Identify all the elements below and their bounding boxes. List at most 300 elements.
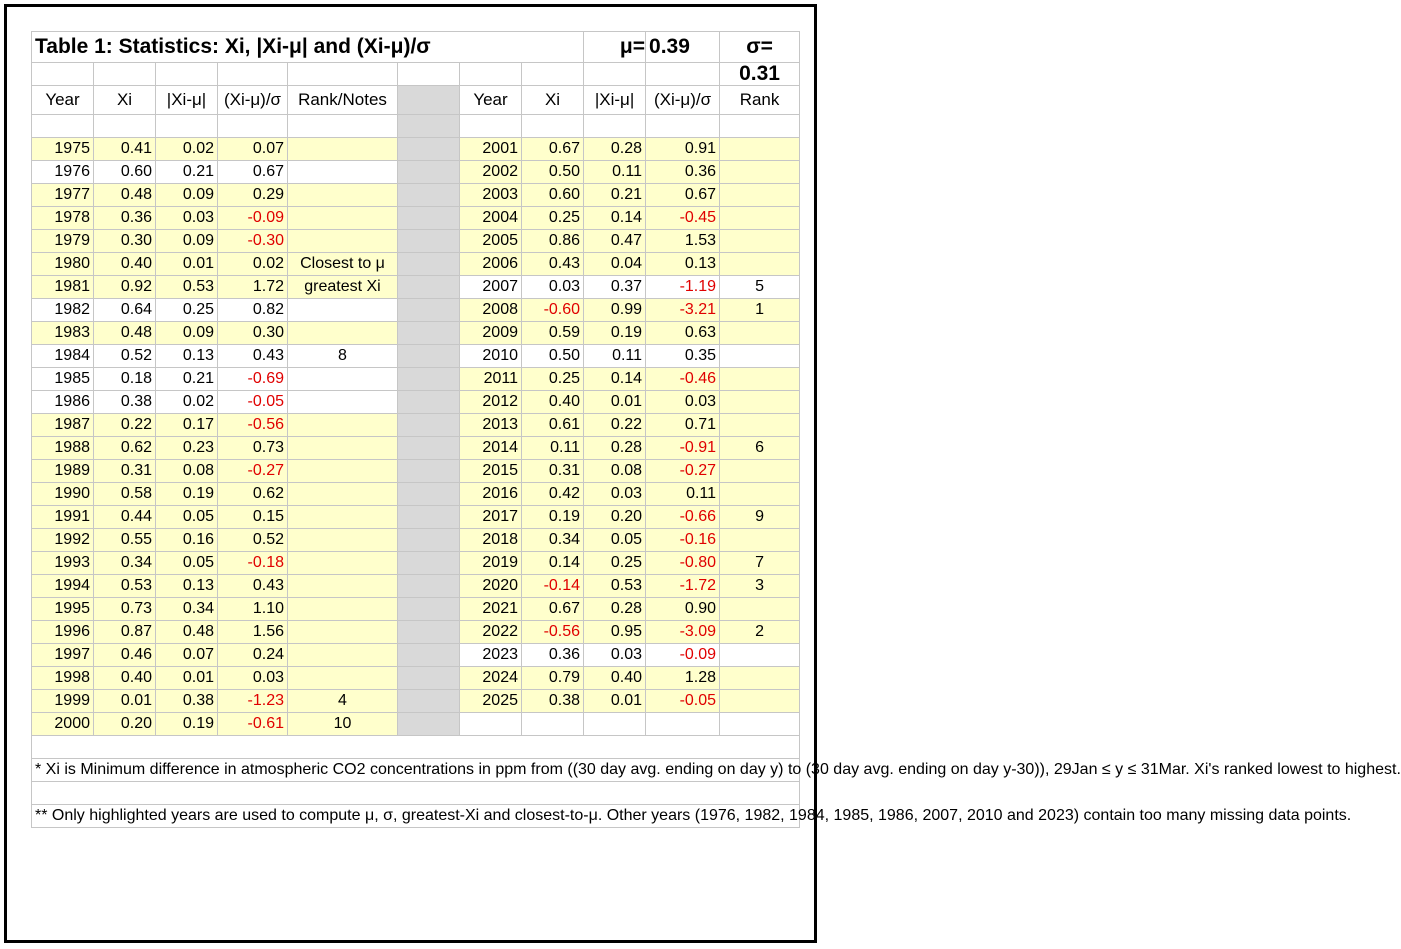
left-absdev-cell: 0.01: [156, 667, 218, 690]
left-xi-cell: 0.40: [94, 667, 156, 690]
right-absdev-cell: [584, 713, 646, 736]
right-rank-cell: 5: [720, 276, 800, 299]
right-year-cell: 2009: [460, 322, 522, 345]
left-xi-cell: 0.48: [94, 322, 156, 345]
left-rank-notes-cell: [288, 598, 398, 621]
left-year-cell: 1986: [32, 391, 94, 414]
right-year-cell: 2021: [460, 598, 522, 621]
header-rank-right: Rank: [720, 86, 800, 115]
left-zscore-cell: 1.10: [218, 598, 288, 621]
right-rank-cell: 7: [720, 552, 800, 575]
left-rank-notes-cell: greatest Xi: [288, 276, 398, 299]
table-row: [32, 161, 800, 184]
right-absdev-cell: 0.04: [584, 253, 646, 276]
right-zscore-cell: -0.91: [646, 437, 720, 460]
right-xi-cell: 0.31: [522, 460, 584, 483]
separator-cell: [398, 207, 460, 230]
left-xi-cell: 0.38: [94, 391, 156, 414]
table-row: [32, 368, 800, 391]
left-zscore-cell: 0.03: [218, 667, 288, 690]
right-absdev-cell: 0.21: [584, 184, 646, 207]
left-xi-cell: 0.55: [94, 529, 156, 552]
right-year-cell: 2025: [460, 690, 522, 713]
right-zscore-cell: 0.11: [646, 483, 720, 506]
table-row: [32, 506, 800, 529]
right-zscore-cell: 0.71: [646, 414, 720, 437]
left-year-cell: 2000: [32, 713, 94, 736]
left-absdev-cell: 0.09: [156, 184, 218, 207]
right-rank-cell: 1: [720, 299, 800, 322]
left-rank-notes-cell: [288, 552, 398, 575]
right-year-cell: 2023: [460, 644, 522, 667]
right-absdev-cell: 0.14: [584, 368, 646, 391]
right-xi-cell: 0.25: [522, 368, 584, 391]
left-zscore-cell: 0.30: [218, 322, 288, 345]
blank-row: [32, 63, 800, 86]
left-year-cell: 1984: [32, 345, 94, 368]
right-year-cell: 2002: [460, 161, 522, 184]
right-rank-cell: [720, 483, 800, 506]
right-zscore-cell: -0.27: [646, 460, 720, 483]
right-zscore-cell: 1.53: [646, 230, 720, 253]
separator-cell: [398, 667, 460, 690]
right-absdev-cell: 0.08: [584, 460, 646, 483]
table-row: [32, 690, 800, 713]
right-rank-cell: [720, 414, 800, 437]
right-absdev-cell: 0.28: [584, 437, 646, 460]
right-rank-cell: [720, 207, 800, 230]
right-absdev-cell: 0.95: [584, 621, 646, 644]
left-year-cell: 1989: [32, 460, 94, 483]
table-row: [32, 552, 800, 575]
right-year-cell: 2012: [460, 391, 522, 414]
left-absdev-cell: 0.08: [156, 460, 218, 483]
right-year-cell: 2006: [460, 253, 522, 276]
page-frame: [4, 4, 1401, 943]
left-year-cell: 1982: [32, 299, 94, 322]
left-xi-cell: 0.46: [94, 644, 156, 667]
separator-cell: [398, 506, 460, 529]
separator-cell: [398, 184, 460, 207]
left-year-cell: 1999: [32, 690, 94, 713]
left-year-cell: 1983: [32, 322, 94, 345]
right-absdev-cell: 0.20: [584, 506, 646, 529]
separator-cell: [398, 230, 460, 253]
left-zscore-cell: 0.43: [218, 575, 288, 598]
left-rank-notes-cell: [288, 644, 398, 667]
left-absdev-cell: 0.34: [156, 598, 218, 621]
table-row: [32, 529, 800, 552]
left-zscore-cell: -0.18: [218, 552, 288, 575]
left-absdev-cell: 0.09: [156, 230, 218, 253]
right-rank-cell: [720, 667, 800, 690]
separator-cell: [398, 368, 460, 391]
right-xi-cell: 0.03: [522, 276, 584, 299]
header-rank-notes: Rank/Notes: [288, 86, 398, 115]
left-zscore-cell: 0.29: [218, 184, 288, 207]
left-year-cell: 1987: [32, 414, 94, 437]
left-absdev-cell: 0.05: [156, 506, 218, 529]
left-rank-notes-cell: [288, 391, 398, 414]
right-year-cell: 2011: [460, 368, 522, 391]
sigma-cell: [720, 32, 800, 63]
left-xi-cell: 0.62: [94, 437, 156, 460]
left-xi-cell: 0.58: [94, 483, 156, 506]
right-rank-cell: [720, 345, 800, 368]
left-rank-notes-cell: 8: [288, 345, 398, 368]
right-absdev-cell: 0.40: [584, 667, 646, 690]
left-absdev-cell: 0.03: [156, 207, 218, 230]
left-xi-cell: 0.44: [94, 506, 156, 529]
left-zscore-cell: 0.02: [218, 253, 288, 276]
left-xi-cell: 0.40: [94, 253, 156, 276]
blank-row: [32, 782, 800, 805]
right-rank-cell: 6: [720, 437, 800, 460]
separator-cell: [398, 161, 460, 184]
table-title: Table 1: Statistics: Xi, |Xi-μ| and (Xi-μ)/σ: [32, 32, 584, 63]
sigma-label: σ=: [746, 35, 773, 58]
left-zscore-cell: 1.72: [218, 276, 288, 299]
right-absdev-cell: 0.37: [584, 276, 646, 299]
separator-cell: [398, 276, 460, 299]
left-absdev-cell: 0.13: [156, 345, 218, 368]
left-rank-notes-cell: [288, 207, 398, 230]
spreadsheet: [31, 31, 1401, 828]
right-zscore-cell: -0.05: [646, 690, 720, 713]
right-year-cell: 2020: [460, 575, 522, 598]
right-year-cell: 2018: [460, 529, 522, 552]
right-absdev-cell: 0.03: [584, 483, 646, 506]
separator-cell: [398, 483, 460, 506]
separator-cell: [398, 621, 460, 644]
blank-row: [32, 736, 800, 759]
right-absdev-cell: 0.25: [584, 552, 646, 575]
table-row: [32, 483, 800, 506]
table-row: [32, 138, 800, 161]
table-row: [32, 575, 800, 598]
left-absdev-cell: 0.25: [156, 299, 218, 322]
left-year-cell: 1975: [32, 138, 94, 161]
left-year-cell: 1990: [32, 483, 94, 506]
right-absdev-cell: 0.11: [584, 161, 646, 184]
header-year-right: Year: [460, 86, 522, 115]
right-rank-cell: [720, 161, 800, 184]
right-rank-cell: [720, 690, 800, 713]
left-zscore-cell: 0.67: [218, 161, 288, 184]
left-xi-cell: 0.22: [94, 414, 156, 437]
header-zscore-left: (Xi-μ)/σ: [218, 86, 288, 115]
table-row: [32, 299, 800, 322]
right-zscore-cell: -0.80: [646, 552, 720, 575]
right-rank-cell: [720, 529, 800, 552]
left-year-cell: 1995: [32, 598, 94, 621]
table-row: [32, 391, 800, 414]
right-year-cell: 2005: [460, 230, 522, 253]
sigma-value: 0.31: [720, 63, 800, 86]
separator-cell: [398, 322, 460, 345]
right-xi-cell: -0.56: [522, 621, 584, 644]
right-rank-cell: 3: [720, 575, 800, 598]
separator-cell: [398, 598, 460, 621]
separator-cell: [398, 345, 460, 368]
left-year-cell: 1997: [32, 644, 94, 667]
right-rank-cell: [720, 138, 800, 161]
right-rank-cell: [720, 322, 800, 345]
left-rank-notes-cell: [288, 138, 398, 161]
left-rank-notes-cell: [288, 529, 398, 552]
right-year-cell: 2022: [460, 621, 522, 644]
left-absdev-cell: 0.48: [156, 621, 218, 644]
right-zscore-cell: 0.67: [646, 184, 720, 207]
left-zscore-cell: -0.56: [218, 414, 288, 437]
right-rank-cell: 2: [720, 621, 800, 644]
right-zscore-cell: -0.16: [646, 529, 720, 552]
left-year-cell: 1998: [32, 667, 94, 690]
right-zscore-cell: -0.66: [646, 506, 720, 529]
statistics-table: [31, 31, 1401, 828]
left-xi-cell: 0.20: [94, 713, 156, 736]
table-row: [32, 414, 800, 437]
right-xi-cell: 0.38: [522, 690, 584, 713]
left-year-cell: 1992: [32, 529, 94, 552]
separator-cell: [398, 253, 460, 276]
right-year-cell: [460, 713, 522, 736]
left-rank-notes-cell: [288, 414, 398, 437]
header-xi-right: Xi: [522, 86, 584, 115]
right-rank-cell: [720, 460, 800, 483]
right-year-cell: 2015: [460, 460, 522, 483]
header-xi-left: Xi: [94, 86, 156, 115]
right-year-cell: 2016: [460, 483, 522, 506]
left-zscore-cell: -1.23: [218, 690, 288, 713]
left-rank-notes-cell: [288, 161, 398, 184]
right-rank-cell: [720, 368, 800, 391]
right-xi-cell: [522, 713, 584, 736]
right-absdev-cell: 0.05: [584, 529, 646, 552]
right-xi-cell: 0.50: [522, 161, 584, 184]
left-absdev-cell: 0.16: [156, 529, 218, 552]
left-rank-notes-cell: [288, 575, 398, 598]
left-zscore-cell: -0.30: [218, 230, 288, 253]
right-xi-cell: 0.11: [522, 437, 584, 460]
left-zscore-cell: 0.82: [218, 299, 288, 322]
right-absdev-cell: 0.01: [584, 391, 646, 414]
right-year-cell: 2003: [460, 184, 522, 207]
left-year-cell: 1993: [32, 552, 94, 575]
right-rank-cell: [720, 391, 800, 414]
left-absdev-cell: 0.01: [156, 253, 218, 276]
left-rank-notes-cell: [288, 667, 398, 690]
separator-cell: [398, 644, 460, 667]
left-xi-cell: 0.92: [94, 276, 156, 299]
header-row: [32, 86, 800, 115]
left-rank-notes-cell: [288, 299, 398, 322]
left-xi-cell: 0.34: [94, 552, 156, 575]
right-year-cell: 2008: [460, 299, 522, 322]
left-year-cell: 1979: [32, 230, 94, 253]
left-xi-cell: 0.36: [94, 207, 156, 230]
left-zscore-cell: 0.24: [218, 644, 288, 667]
right-rank-cell: [720, 184, 800, 207]
note-row-2: [32, 805, 800, 828]
note-row-1: [32, 759, 800, 782]
left-year-cell: 1976: [32, 161, 94, 184]
left-year-cell: 1981: [32, 276, 94, 299]
right-year-cell: 2001: [460, 138, 522, 161]
left-absdev-cell: 0.19: [156, 713, 218, 736]
left-xi-cell: 0.30: [94, 230, 156, 253]
right-xi-cell: 0.25: [522, 207, 584, 230]
table-row: [32, 667, 800, 690]
left-rank-notes-cell: [288, 368, 398, 391]
left-xi-cell: 0.53: [94, 575, 156, 598]
left-xi-cell: 0.18: [94, 368, 156, 391]
right-xi-cell: 0.42: [522, 483, 584, 506]
separator-cell: [398, 575, 460, 598]
left-absdev-cell: 0.23: [156, 437, 218, 460]
right-xi-cell: 0.14: [522, 552, 584, 575]
left-zscore-cell: 0.73: [218, 437, 288, 460]
left-zscore-cell: -0.05: [218, 391, 288, 414]
left-year-cell: 1996: [32, 621, 94, 644]
left-absdev-cell: 0.05: [156, 552, 218, 575]
left-xi-cell: 0.41: [94, 138, 156, 161]
separator-cell: [398, 690, 460, 713]
right-xi-cell: 0.67: [522, 138, 584, 161]
left-xi-cell: 0.60: [94, 161, 156, 184]
left-xi-cell: 0.73: [94, 598, 156, 621]
left-absdev-cell: 0.07: [156, 644, 218, 667]
left-year-cell: 1980: [32, 253, 94, 276]
right-year-cell: 2004: [460, 207, 522, 230]
right-xi-cell: 0.79: [522, 667, 584, 690]
right-absdev-cell: 0.01: [584, 690, 646, 713]
left-zscore-cell: -0.09: [218, 207, 288, 230]
right-absdev-cell: 0.47: [584, 230, 646, 253]
right-zscore-cell: 0.03: [646, 391, 720, 414]
left-year-cell: 1977: [32, 184, 94, 207]
table-row: [32, 207, 800, 230]
table-row: [32, 322, 800, 345]
separator-cell: [398, 299, 460, 322]
table-row: [32, 437, 800, 460]
right-zscore-cell: -0.09: [646, 644, 720, 667]
header-absdev-right: |Xi-μ|: [584, 86, 646, 115]
left-zscore-cell: -0.69: [218, 368, 288, 391]
footnote-xi-definition: * Xi is Minimum difference in atmospheric CO2 concentrations in ppm from ((30 day avg. ending on day y) to (30 day avg. ending on day y-30)), 29Jan ≤ y ≤ 31Mar. Xi's ranked lowest to highest.: [32, 759, 800, 782]
title-row: [32, 32, 800, 63]
right-zscore-cell: -3.21: [646, 299, 720, 322]
left-zscore-cell: -0.61: [218, 713, 288, 736]
right-zscore-cell: 0.13: [646, 253, 720, 276]
right-xi-cell: 0.60: [522, 184, 584, 207]
left-absdev-cell: 0.19: [156, 483, 218, 506]
separator-cell: [398, 437, 460, 460]
left-xi-cell: 0.52: [94, 345, 156, 368]
separator-cell: [398, 552, 460, 575]
left-rank-notes-cell: [288, 621, 398, 644]
left-rank-notes-cell: [288, 322, 398, 345]
right-year-cell: 2013: [460, 414, 522, 437]
right-absdev-cell: 0.19: [584, 322, 646, 345]
left-xi-cell: 0.31: [94, 460, 156, 483]
left-zscore-cell: 1.56: [218, 621, 288, 644]
right-year-cell: 2024: [460, 667, 522, 690]
left-zscore-cell: 0.15: [218, 506, 288, 529]
right-year-cell: 2019: [460, 552, 522, 575]
table-row: [32, 230, 800, 253]
right-rank-cell: [720, 598, 800, 621]
right-absdev-cell: 0.28: [584, 598, 646, 621]
right-zscore-cell: 0.63: [646, 322, 720, 345]
right-xi-cell: 0.50: [522, 345, 584, 368]
right-absdev-cell: 0.99: [584, 299, 646, 322]
separator-column: [398, 86, 460, 115]
left-rank-notes-cell: [288, 437, 398, 460]
left-year-cell: 1988: [32, 437, 94, 460]
left-rank-notes-cell: Closest to μ: [288, 253, 398, 276]
table-row: [32, 460, 800, 483]
blank-row: [32, 115, 800, 138]
table-row: [32, 713, 800, 736]
left-absdev-cell: 0.02: [156, 138, 218, 161]
left-xi-cell: 0.01: [94, 690, 156, 713]
left-absdev-cell: 0.13: [156, 575, 218, 598]
left-rank-notes-cell: [288, 483, 398, 506]
left-absdev-cell: 0.53: [156, 276, 218, 299]
right-rank-cell: [720, 253, 800, 276]
left-zscore-cell: 0.07: [218, 138, 288, 161]
right-year-cell: 2017: [460, 506, 522, 529]
right-absdev-cell: 0.28: [584, 138, 646, 161]
mu-value: 0.39: [646, 32, 720, 63]
right-xi-cell: 0.61: [522, 414, 584, 437]
right-zscore-cell: 0.35: [646, 345, 720, 368]
separator-cell: [398, 460, 460, 483]
left-zscore-cell: 0.52: [218, 529, 288, 552]
left-absdev-cell: 0.02: [156, 391, 218, 414]
left-absdev-cell: 0.09: [156, 322, 218, 345]
header-absdev-left: |Xi-μ|: [156, 86, 218, 115]
header-zscore-right: (Xi-μ)/σ: [646, 86, 720, 115]
table-row: [32, 598, 800, 621]
right-xi-cell: 0.34: [522, 529, 584, 552]
left-absdev-cell: 0.38: [156, 690, 218, 713]
right-absdev-cell: 0.03: [584, 644, 646, 667]
left-xi-cell: 0.87: [94, 621, 156, 644]
left-rank-notes-cell: [288, 184, 398, 207]
right-rank-cell: 9: [720, 506, 800, 529]
left-year-cell: 1994: [32, 575, 94, 598]
left-zscore-cell: -0.27: [218, 460, 288, 483]
footnote-highlighted-years: ** Only highlighted years are used to compute μ, σ, greatest-Xi and closest-to-μ. Other years (1976, 1982, 1984, 1985, 1986, 2007, 2010 and 2023) contain too many missing data points.: [32, 805, 800, 828]
right-zscore-cell: -0.46: [646, 368, 720, 391]
right-zscore-cell: -1.72: [646, 575, 720, 598]
right-zscore-cell: 0.36: [646, 161, 720, 184]
table-row: [32, 345, 800, 368]
table-row: [32, 644, 800, 667]
left-year-cell: 1991: [32, 506, 94, 529]
right-zscore-cell: -0.45: [646, 207, 720, 230]
left-rank-notes-cell: [288, 230, 398, 253]
left-rank-notes-cell: [288, 460, 398, 483]
right-rank-cell: [720, 644, 800, 667]
right-year-cell: 2007: [460, 276, 522, 299]
left-zscore-cell: 0.43: [218, 345, 288, 368]
right-xi-cell: 0.59: [522, 322, 584, 345]
right-absdev-cell: 0.53: [584, 575, 646, 598]
table-row: [32, 621, 800, 644]
